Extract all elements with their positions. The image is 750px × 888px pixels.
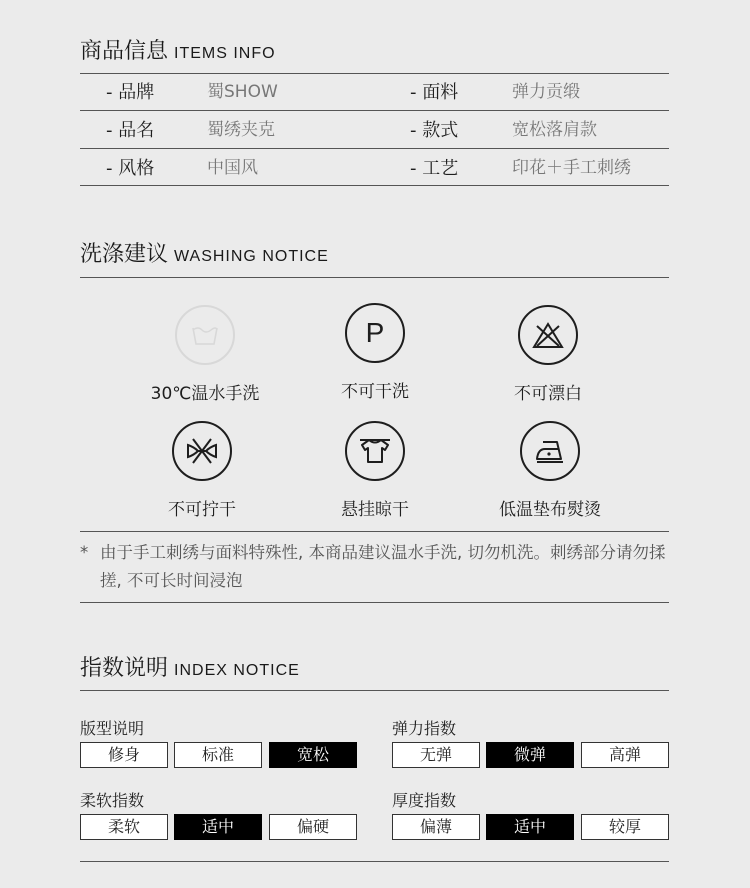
wash-label: 悬挂晾干 — [341, 500, 409, 520]
note-asterisk: * — [80, 543, 89, 562]
note-text: 由于手工刺绣与面料特殊性, 本商品建议温水手洗, 切勿机洗。刺绣部分请勿揉搓, 不可长时间浸泡 — [100, 543, 666, 590]
no-wring-icon — [172, 421, 232, 481]
thickness-option-medium[interactable]: 适中 — [486, 814, 574, 840]
no-dry-clean-icon — [345, 303, 405, 363]
index-label-thickness: 厚度指数 — [392, 791, 457, 810]
fit-option-loose[interactable]: 宽松 — [269, 742, 357, 768]
wash-30-icon — [175, 305, 235, 365]
info-value: 印花＋手工刺绣 — [512, 158, 631, 178]
stretch-option-none[interactable]: 无弹 — [392, 742, 480, 768]
softness-option-stiff[interactable]: 偏硬 — [269, 814, 357, 840]
info-key: - 品牌 — [106, 82, 155, 103]
index-label-softness: 柔软指数 — [80, 791, 145, 810]
items-info-title-en: ITEMS INFO — [174, 45, 276, 62]
info-value: 弹力贡缎 — [512, 82, 580, 102]
divider — [80, 690, 669, 691]
index-title-en: INDEX NOTICE — [174, 662, 300, 679]
info-key: - 款式 — [410, 120, 459, 141]
wash-label: 不可拧干 — [168, 500, 236, 520]
washing-title-en: WASHING NOTICE — [174, 248, 329, 265]
info-row-style — [80, 150, 669, 187]
stretch-option-slight[interactable]: 微弹 — [486, 742, 574, 768]
softness-option-medium[interactable]: 适中 — [174, 814, 262, 840]
divider — [80, 185, 669, 186]
wash-label: 不可干洗 — [341, 382, 409, 402]
info-row-name — [80, 112, 669, 149]
info-row-brand — [80, 74, 669, 111]
info-value: 蜀SHOW — [207, 82, 278, 102]
index-title — [80, 651, 300, 682]
no-bleach-icon — [518, 305, 578, 365]
wash-label: 低温垫布熨烫 — [499, 500, 601, 520]
wash-item-no-bleach — [448, 305, 648, 404]
wash-label: 30℃温水手洗 — [150, 384, 260, 404]
divider — [80, 148, 669, 149]
wash-item-no-wring — [102, 421, 302, 520]
info-key: - 风格 — [106, 158, 155, 179]
washing-note — [80, 539, 670, 595]
wash-item-no-dry-clean — [275, 303, 475, 402]
stretch-option-high[interactable]: 高弹 — [581, 742, 669, 768]
softness-option-soft[interactable]: 柔软 — [80, 814, 168, 840]
thickness-option-thick[interactable]: 较厚 — [581, 814, 669, 840]
wash-item-hang-dry — [275, 421, 475, 520]
info-key: - 面料 — [410, 82, 459, 103]
info-value: 蜀绣夹克 — [207, 120, 275, 140]
wash-item-low-iron — [450, 421, 650, 520]
items-info-title — [80, 34, 276, 65]
divider — [80, 110, 669, 111]
divider — [80, 531, 669, 532]
thickness-option-thin[interactable]: 偏薄 — [392, 814, 480, 840]
items-info-title-cn: 商品信息 — [80, 39, 169, 64]
info-value: 中国风 — [207, 158, 258, 178]
info-key: - 工艺 — [410, 158, 459, 179]
washing-title — [80, 237, 329, 268]
hang-dry-icon — [345, 421, 405, 481]
washing-title-cn: 洗涤建议 — [80, 242, 169, 267]
low-iron-icon — [520, 421, 580, 481]
index-title-cn: 指数说明 — [80, 656, 169, 681]
fit-option-slim[interactable]: 修身 — [80, 742, 168, 768]
info-value: 宽松落肩款 — [512, 120, 597, 140]
divider — [80, 861, 669, 862]
divider — [80, 277, 669, 278]
fit-option-standard[interactable]: 标准 — [174, 742, 262, 768]
divider — [80, 602, 669, 603]
index-label-stretch: 弹力指数 — [392, 719, 457, 738]
index-label-fit: 版型说明 — [80, 719, 145, 738]
info-key: - 品名 — [106, 120, 155, 141]
dry-clean-letter: P — [365, 317, 385, 348]
wash-label: 不可漂白 — [514, 384, 582, 404]
